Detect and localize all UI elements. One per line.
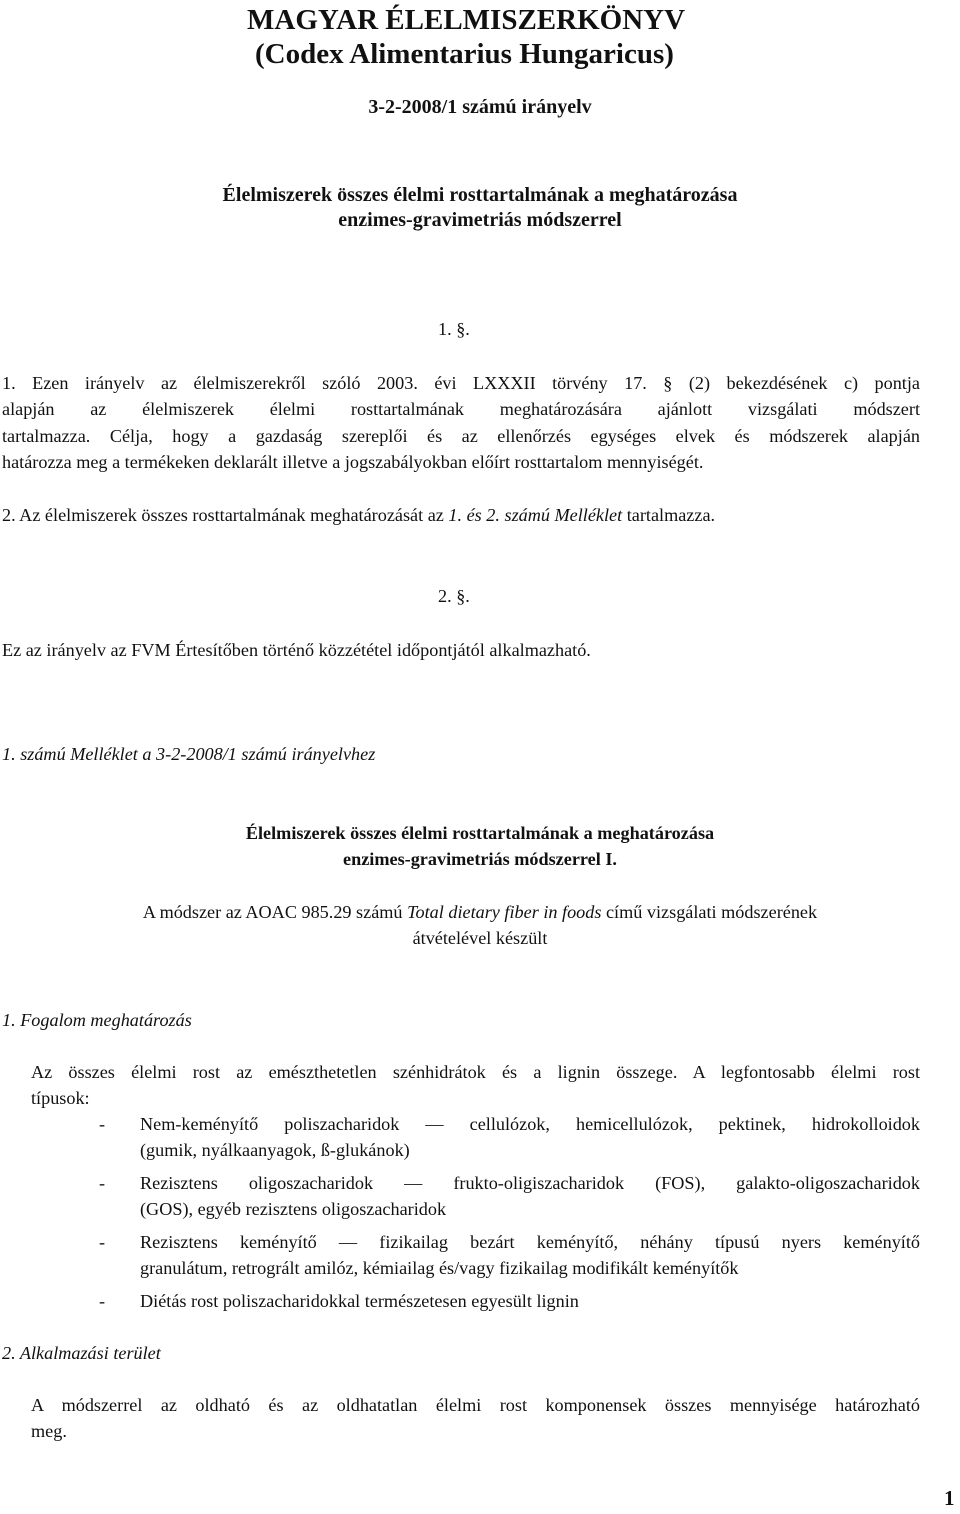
paragraph-text: tartalmazza. [622, 505, 716, 525]
subject-line-2: enzimes-gravimetriás módszerrel [338, 209, 622, 231]
paragraph-line: típusok: [31, 1088, 90, 1109]
section-1-heading: 1. §. [438, 319, 470, 339]
paragraph-line: Az összes élelmi rost az emészthetetlen szénhidrátok és a lignin összege. A legfontosabb élelmi rost [31, 1062, 920, 1082]
section-2-text: Ez az irányelv az FVM Értesítőben történő közzététel időpontjától alkalmazható. [2, 640, 591, 660]
scope-text [31, 1392, 920, 1445]
list-line: (GOS), egyéb rezisztens oligoszacharidok [140, 1199, 447, 1220]
list-line: Nem-keményítő poliszacharidok — cellulózok, hemicellulózok, pektinek, hidrokolloidok [140, 1114, 920, 1134]
list-dash: - [99, 1173, 106, 1193]
list-item-text [140, 1111, 920, 1164]
paragraph-text: 2. Az élelmiszerek összes rosttartalmának meghatározását az [2, 505, 449, 525]
list-line: Diétás rost poliszacharidokkal természetesen egyesült lignin [140, 1291, 579, 1311]
list-line: (gumik, nyálkaanyagok, ß-glukánok) [140, 1140, 410, 1161]
scope-heading: 2. Alkalmazási terület [2, 1343, 161, 1363]
annex-reference: 1. és 2. számú Melléklet [448, 505, 623, 525]
list-line: Rezisztens oligoszacharidok — frukto-oligiszacharidok (FOS), galakto-oligoszacharidok [140, 1173, 920, 1193]
list-dash: - [99, 1232, 106, 1252]
page-number: 1 [944, 1486, 955, 1510]
paragraph-line: tartalmazza. Célja, hogy a gazdaság szereplői és az ellenőrzés egységes elvek és módszerek alapján [2, 425, 920, 446]
source-text: című vizsgálati módszerének [601, 902, 818, 922]
document-subtitle: (Codex Alimentarius Hungaricus) [255, 38, 674, 70]
method-source-line-2: átvételével készült [412, 928, 548, 948]
document-title: MAGYAR ÉLELMISZERKÖNYV [247, 4, 686, 36]
directive-number: 3-2-2008/1 számú irányelv [368, 96, 592, 118]
paragraph-line: határozza meg a termékeken deklarált illetve a jogszabályokban előírt rosttartalom mennyiségét. [2, 451, 704, 472]
list-item-text [140, 1170, 920, 1223]
paragraph-line: meg. [31, 1421, 67, 1442]
definition-text [31, 1059, 920, 1112]
section-1-paragraph-1 [2, 370, 920, 475]
list-dash: - [99, 1114, 106, 1134]
list-line: Rezisztens keményítő — fizikailag bezárt keményítő, néhány típusú nyers keményítő [140, 1232, 920, 1252]
paragraph-line: 1. Ezen irányelv az élelmiszerekről szóló 2003. évi LXXXII törvény 17. § (2) bekezdésének c) pontja [2, 373, 920, 393]
list-line: granulátum, retrogrált amilóz, kémiailag és/vagy fizikailag modifikált keményítők [140, 1258, 739, 1279]
section-1-paragraph-2 [2, 502, 715, 528]
annex-title-line-2: enzimes-gravimetriás módszerrel I. [343, 849, 617, 869]
source-method-title: Total dietary fiber in foods [407, 902, 602, 922]
paragraph-line: A módszerrel az oldható és az oldhatatlan élelmi rost komponensek összes mennyisége határozható [31, 1395, 920, 1415]
section-2-heading: 2. §. [438, 586, 470, 606]
definition-heading: 1. Fogalom meghatározás [2, 1010, 192, 1030]
list-item-text [140, 1229, 920, 1282]
list-dash: - [99, 1291, 106, 1311]
annex-title-line-1: Élelmiszerek összes élelmi rosttartalmának a meghatározása [245, 823, 715, 843]
method-source [0, 899, 960, 925]
list-item-text [140, 1288, 920, 1314]
source-text: A módszer az AOAC 985.29 számú [142, 902, 408, 922]
paragraph-line: alapján az élelmiszerek élelmi rosttartalmának meghatározására ajánlott vizsgálati módszert [2, 399, 920, 420]
annex-label: 1. számú Melléklet a 3-2-2008/1 számú irányelvhez [2, 744, 376, 764]
subject-line-1: Élelmiszerek összes élelmi rosttartalmának a meghatározása [222, 184, 738, 206]
